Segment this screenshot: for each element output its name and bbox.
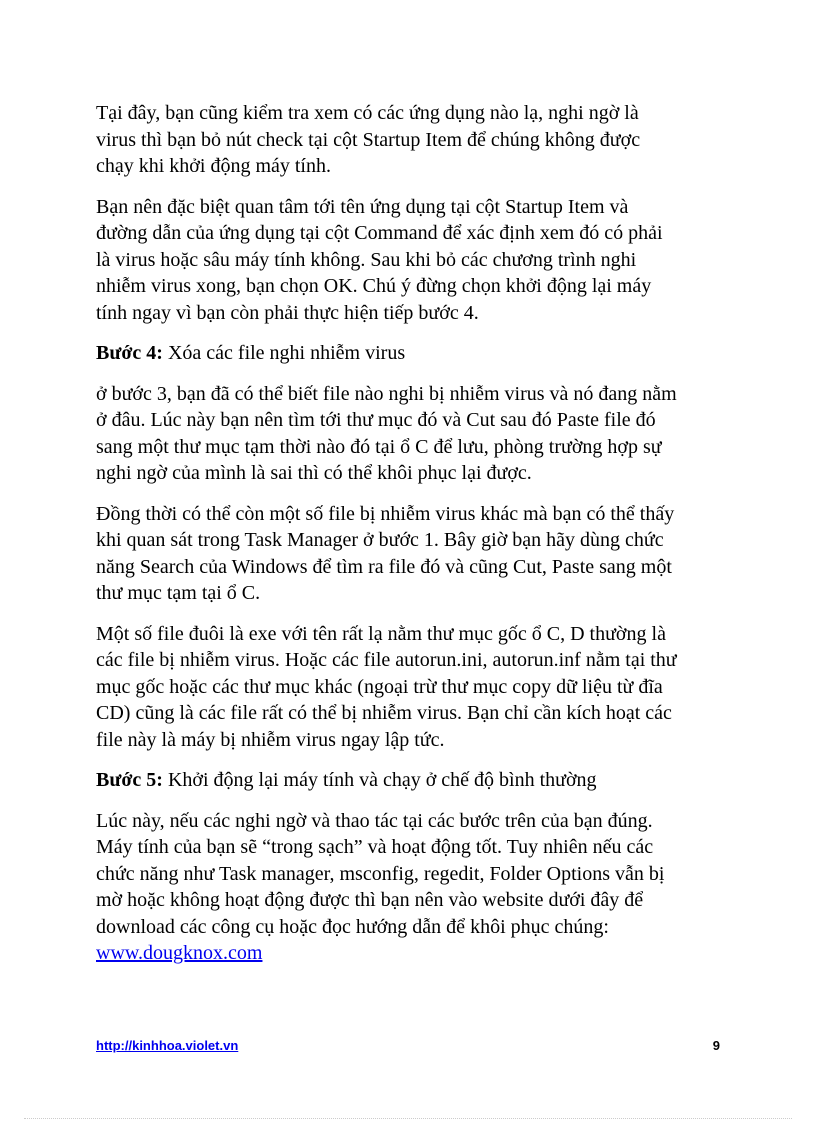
paragraph-3 <box>96 381 720 487</box>
paragraph-line: mờ hoặc không hoạt động được thì bạn nên vào website dưới đây để <box>96 889 644 911</box>
paragraph-line: ở bước 3, bạn đã có thể biết file nào nghi bị nhiễm virus và nó đang nằm <box>96 382 677 405</box>
paragraph-line: Một số file đuôi là exe với tên rất lạ nằm thư mục gốc ổ C, D thường là <box>96 622 666 645</box>
paragraph-5 <box>96 621 720 754</box>
paragraph-line: download các công cụ hoặc đọc hướng dẫn để khôi phục chúng: <box>96 915 609 938</box>
paragraph-2 <box>96 194 720 327</box>
paragraph-1 <box>96 100 720 180</box>
paragraph-line: chức năng như Task manager, msconfig, regedit, Folder Options vẫn bị <box>96 862 665 885</box>
step-5-heading <box>96 767 720 794</box>
footer-url-link[interactable]: http://kinhhoa.violet.vn <box>96 1038 239 1053</box>
paragraph-line: Bạn nên đặc biệt quan tâm tới tên ứng dụng tại cột Startup Item và <box>96 195 629 218</box>
paragraph-line: Tại đây, bạn cũng kiểm tra xem có các ứng dụng nào lạ, nghi ngờ là <box>96 102 639 124</box>
paragraph-6 <box>96 808 720 967</box>
document-body <box>96 100 720 981</box>
page-footer <box>96 1038 720 1056</box>
paragraph-4 <box>96 501 720 607</box>
paragraph-line: ở đâu. Lúc này bạn nên tìm tới thư mục đó và Cut sau đó Paste file đó <box>96 409 656 431</box>
paragraph-line: Đồng thời có thể còn một số file bị nhiễm virus khác mà bạn có thể thấy <box>96 502 675 525</box>
dougknox-link[interactable]: www.dougknox.com <box>96 942 263 964</box>
step-4-heading <box>96 340 720 367</box>
step-5-text: Khởi động lại máy tính và chạy ở chế độ bình thường <box>162 769 597 791</box>
paragraph-line: nhiễm virus xong, bạn chọn OK. Chú ý đừng chọn khởi động lại máy <box>96 275 652 297</box>
paragraph-line: các file bị nhiễm virus. Hoặc các file autorun.ini, autorun.inf nằm tại thư <box>96 649 677 671</box>
paragraph-line: năng Search của Windows để tìm ra file đó và cũng Cut, Paste sang một <box>96 555 672 578</box>
paragraph-line: virus thì bạn bỏ nút check tại cột Startup Item để chúng không được <box>96 128 641 151</box>
step-4-text: Xóa các file nghi nhiễm virus <box>162 342 406 364</box>
page-number: 9 <box>712 1038 720 1053</box>
paragraph-line: Máy tính của bạn sẽ “trong sạch” và hoạt động tốt. Tuy nhiên nếu các <box>96 836 654 858</box>
paragraph-line: chạy khi khởi động máy tính. <box>96 155 331 177</box>
paragraph-line: mục gốc hoặc các thư mục khác (ngoại trừ thư mục copy dữ liệu từ đĩa <box>96 675 663 698</box>
paragraph-line: đường dẫn của ứng dụng tại cột Command để xác định xem đó có phải <box>96 222 663 244</box>
paragraph-line: khi quan sát trong Task Manager ở bước 1. Bây giờ bạn hãy dùng chức <box>96 529 664 551</box>
paragraph-line: sang một thư mục tạm thời nào đó tại ổ C để lưu, phòng trường hợp sự <box>96 435 662 458</box>
paragraph-line: là virus hoặc sâu máy tính không. Sau khi bỏ các chương trình nghi <box>96 248 637 271</box>
paragraph-line: tính ngay vì bạn còn phải thực hiện tiếp bước 4. <box>96 301 479 324</box>
paragraph-line: thư mục tạm tại ổ C. <box>96 582 261 604</box>
step-5-label: Bước 5: <box>96 769 163 791</box>
paragraph-line: nghi ngờ của mình là sai thì có thể khôi phục lại được. <box>96 462 532 484</box>
paragraph-line: file này là máy bị nhiễm virus ngay lập tức. <box>96 728 445 751</box>
paragraph-line <box>96 940 720 967</box>
page-bottom-divider <box>24 1118 792 1119</box>
paragraph-line: Lúc này, nếu các nghi ngờ và thao tác tại các bước trên của bạn đúng. <box>96 809 653 832</box>
paragraph-line: CD) cũng là các file rất có thể bị nhiễm virus. Bạn chỉ cần kích hoạt các <box>96 702 672 724</box>
step-4-label: Bước 4: <box>96 342 163 364</box>
